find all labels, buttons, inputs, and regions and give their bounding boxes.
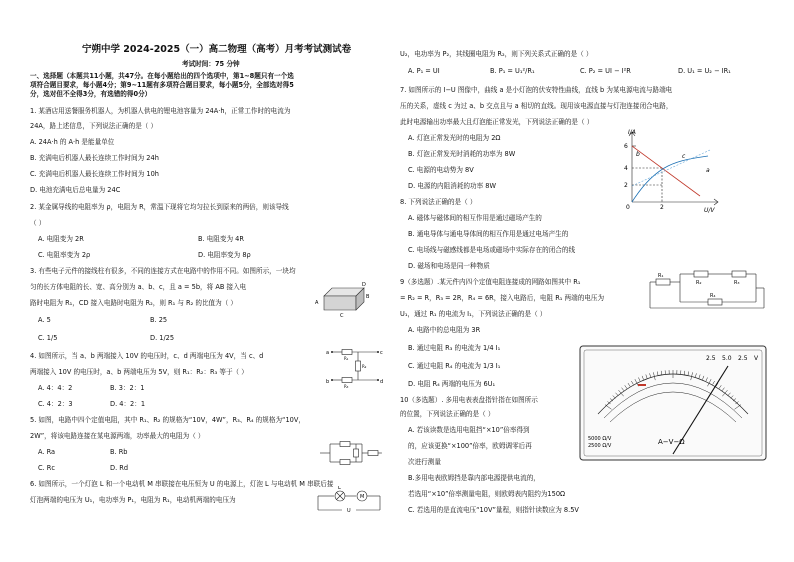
meter-label: 5000 Ω/V <box>588 436 612 442</box>
figure-label: C <box>340 313 344 319</box>
q5-stem: 2W”，将该电路连接在某电源两端，功率最大的电阻为（ ） <box>30 432 205 440</box>
meter-label: V <box>754 355 759 362</box>
q10-option-a: 的，应该更换“×100”倍率，欧姆调零后再 <box>408 442 532 450</box>
q6-stem: U₂，电功率为 P₂，其线圈电阻为 R₂，则下列关系式正确的是（ ） <box>400 50 593 58</box>
q1-option-d: D. 电池充满电后总电量为 24C <box>30 186 121 194</box>
graph-tick: 2 <box>660 204 664 211</box>
q9-stem: = R₂ = R，R₃ = 2R，R₄ = 6R，接入电路后，电阻 R₁ 两端的电压为 <box>400 294 605 302</box>
q6-stem: 灯泡两端的电压为 U₁，电功率为 P₁，电阻为 R₁，电动机两端的电压为 <box>30 496 236 504</box>
figure-label: a <box>326 350 330 356</box>
q3-block-figure <box>312 282 370 320</box>
q7-option-c: C. 电源的电动势为 8V <box>408 166 474 174</box>
q6-option-b: B. P₁ = U₁²/R₁ <box>490 67 535 75</box>
q1-stem: 1. 某酒店用送餐服务机器人，为机器人供电的锂电池容量为 24A·h，正常工作时的电流为 <box>30 107 291 115</box>
figure-label: M <box>360 494 365 500</box>
q4-stem: 两端接入 10V 的电压时，a、b 两端电压为 5V，则 R₁：R₂：R₃ 等于（ ） <box>30 368 248 376</box>
page-title: 宁朔中学 2024-2025（一）高二物理（高考）月考考试测试卷 <box>82 44 352 55</box>
q10-multimeter-dial <box>578 344 768 464</box>
q5-option-b: B. Rb <box>110 448 128 456</box>
q8-option-c: C. 电场线与磁感线都是电场或磁场中实际存在的闭合的线 <box>408 246 576 254</box>
q9-option-a: A. 电路中的总电阻为 3R <box>408 326 481 334</box>
q9-stem: 9（多选题）.某元件内四个定值电阻连接成的网路如图其中 R₁ <box>400 278 581 286</box>
figure-label: R₃ <box>734 280 740 286</box>
q7-stem: 压的关系，虚线 c 为过 a、b 交点且与 a 相切的直线。现用该电源直接与灯泡连接闭合电路， <box>400 102 673 110</box>
graph-tick: 4 <box>624 165 628 172</box>
q5-option-d: D. Rd <box>110 464 129 472</box>
q10-stem: 的位置，下列说法正确的是（ ） <box>400 410 495 418</box>
q3-option-a: A. 5 <box>38 316 51 324</box>
q2-option-d: D. 电阻率变为 8ρ <box>198 251 251 259</box>
q6-stem: 6. 如图所示，一个灯泡 L 和一个电动机 M 串联接在电压恒为 U 的电源上，灯泡 L 与电动机 M 串联后接 <box>30 480 334 488</box>
q10-option-a: 次进行测量 <box>408 458 441 466</box>
q10-stem: 10（多选题）. 多用电表表盘指针指在如图所示 <box>400 396 538 404</box>
q10-option-b: 若选用“×10”倍率测量电阻，则欧姆表内阻约为150Ω <box>408 490 566 498</box>
section-instruction-line: 分，选对但不全得3分，有选错的得0分） <box>30 90 152 98</box>
q5-option-a: A. Ra <box>38 448 56 456</box>
q3-stem: 匀的长方体电阻的长、宽、高分别为 a、b、c，且 a = 5b，将 AB 接入电 <box>30 283 247 291</box>
graph-curve-label: b <box>636 151 640 158</box>
figure-label: R₄ <box>710 293 716 299</box>
section-instruction-line: 项符合题目要求，每小题4分；第9~11题有多项符合题目要求，每小题5分，全部选对得5 <box>30 81 294 89</box>
q7-iu-graph <box>618 128 722 214</box>
q3-option-b: B. 25 <box>150 316 168 324</box>
q1-stem: 24A，路上述信息，下列说法正确的是（ ） <box>30 122 158 130</box>
q3-option-d: D. 1/25 <box>150 334 175 342</box>
meter-label: 5.0 <box>722 355 732 362</box>
q2-option-b: B. 电阻变为 4R <box>198 235 244 243</box>
q10-option-c: C. 若选用的是直流电压“10V”量程，则指针读数应为 8.5V <box>408 506 579 514</box>
graph-ylabel: I/A <box>628 129 636 136</box>
q9-stem: U₁，通过 R₁ 的电流为 I₁，下列说法正确的是（ ） <box>400 310 547 318</box>
figure-label: U <box>347 508 351 514</box>
figure-label: R₂ <box>362 364 367 369</box>
q2-option-c: C. 电阻率变为 2ρ <box>38 251 91 259</box>
figure-label: b <box>326 379 330 385</box>
q5-option-c: C. Rc <box>38 464 56 472</box>
meter-label: 2.5 <box>706 355 716 362</box>
q4-stem: 4. 如图所示，当 a、b 两端接入 10V 的电压时，c、d 两端电压为 4V，当 c、d <box>30 352 264 360</box>
q9-option-c: C. 通过电阻 R₄ 的电流为 1/3 I₁ <box>408 362 501 370</box>
q4-option-c: C. 4：2：3 <box>38 400 73 408</box>
figure-label: d <box>380 379 384 385</box>
q6-circuit-figure <box>314 486 384 520</box>
figure-label: R₁ <box>344 356 349 361</box>
q7-option-b: B. 灯泡正常发光时消耗的功率为 8W <box>408 150 516 158</box>
q10-option-b: B.多用电表欧姆挡是靠内部电源提供电流的， <box>408 474 540 482</box>
q4-option-b: B. 3：2：1 <box>110 384 145 392</box>
graph-xlabel: U/V <box>704 207 715 214</box>
graph-curve-label: a <box>706 167 710 174</box>
section-instruction-line: 一、选择题（本题共11小题，共47分。在每小题给出的四个选项中，第1~8题只有一个选 <box>30 72 294 80</box>
q4-option-a: A. 4：4：2 <box>38 384 73 392</box>
figure-label: R₃ <box>344 384 349 388</box>
q3-stem: 3. 有些电子元件的接线柱有很多，不同的连接方式在电路中的作用不同。如图所示，一块均 <box>30 267 296 275</box>
q2-stem: 2. 某金属导线的电阻率为 ρ，电阻为 R，常温下现将它均匀拉长到原来的两倍，则该导线 <box>30 203 289 211</box>
q6-option-a: A. P₁ = UI <box>408 67 440 75</box>
q2-stem: （ ） <box>30 219 46 227</box>
meter-label: 2500 Ω/V <box>588 443 612 449</box>
q7-option-d: D. 电源的内阻消耗的功率 8W <box>408 182 497 190</box>
graph-tick: 6 <box>624 143 628 150</box>
q3-option-c: C. 1/5 <box>38 334 58 342</box>
figure-label: D <box>362 282 366 288</box>
q1-option-a: A. 24A·h 的 A·h 是能量单位 <box>30 138 115 146</box>
q1-option-b: B. 充满电后机器人最长连续工作时间为 24h <box>30 154 159 162</box>
q4-option-d: D. 4：2：1 <box>110 400 146 408</box>
figure-label: c <box>380 350 383 356</box>
q8-stem: 8. 下列说法正确的是（ ） <box>400 198 477 206</box>
meter-label: A−V−Ω <box>658 438 685 446</box>
graph-tick: 0 <box>626 204 630 211</box>
q8-option-b: B. 通电导体与通电导体间的相互作用是通过电场产生的 <box>408 230 569 238</box>
graph-curve-label: c <box>682 153 686 160</box>
figure-label: A <box>315 300 319 306</box>
q9-option-d: D. 电阻 R₄ 两端的电压为 6U₁ <box>408 380 496 388</box>
q7-option-a: A. 灯泡正常发光时的电阻为 2Ω <box>408 134 501 142</box>
q10-option-a: A. 若该读数是选用电阻挡“×10”倍率得到 <box>408 426 530 434</box>
figure-label: B <box>366 294 370 300</box>
q4-circuit-figure <box>326 346 384 388</box>
q8-option-a: A. 磁体与磁体间的相互作用是通过磁场产生的 <box>408 214 542 222</box>
q2-option-a: A. 电阻变为 2R <box>38 235 84 243</box>
q1-option-c: C. 充满电后机器人最长连续工作时间为 10h <box>30 170 159 178</box>
q9-option-b: B. 通过电阻 R₃ 的电流为 1/4 I₁ <box>408 344 501 352</box>
q3-stem: 路时电阻为 R₁，CD 接入电路时电阻为 R₂，则 R₁ 与 R₂ 的比值为（ ） <box>30 299 238 307</box>
meter-label: 2.5 <box>738 355 748 362</box>
q7-stem: 此时电源输出功率最大且灯泡能正常发光，下列说法正确的是（ ） <box>400 118 594 126</box>
q9-circuit-figure <box>648 268 768 312</box>
q6-option-c: C. P₂ = UI − I²R <box>580 67 631 75</box>
exam-time: 考试时间：75 分钟 <box>182 60 240 68</box>
graph-tick: 2 <box>624 182 628 189</box>
figure-label: R₂ <box>696 280 702 286</box>
figure-label: L <box>338 486 341 491</box>
q5-stem: 5. 如图，电路中四个定值电阻，其中 R₁、R₂ 的规格为“10V，4W”，R₃、R₄ 的规格为“10V， <box>30 416 305 424</box>
q7-stem: 7. 如图所示的 I−U 图像中，曲线 a 是小灯泡的伏安特性曲线，直线 b 为某电源电流与路端电 <box>400 86 673 94</box>
figure-label: R₁ <box>658 273 664 279</box>
q5-circuit-figure <box>318 438 384 468</box>
q6-option-d: D. U₁ = U₂ − IR₁ <box>678 67 731 75</box>
q8-option-d: D. 磁场和电场是同一种物质 <box>408 262 490 270</box>
